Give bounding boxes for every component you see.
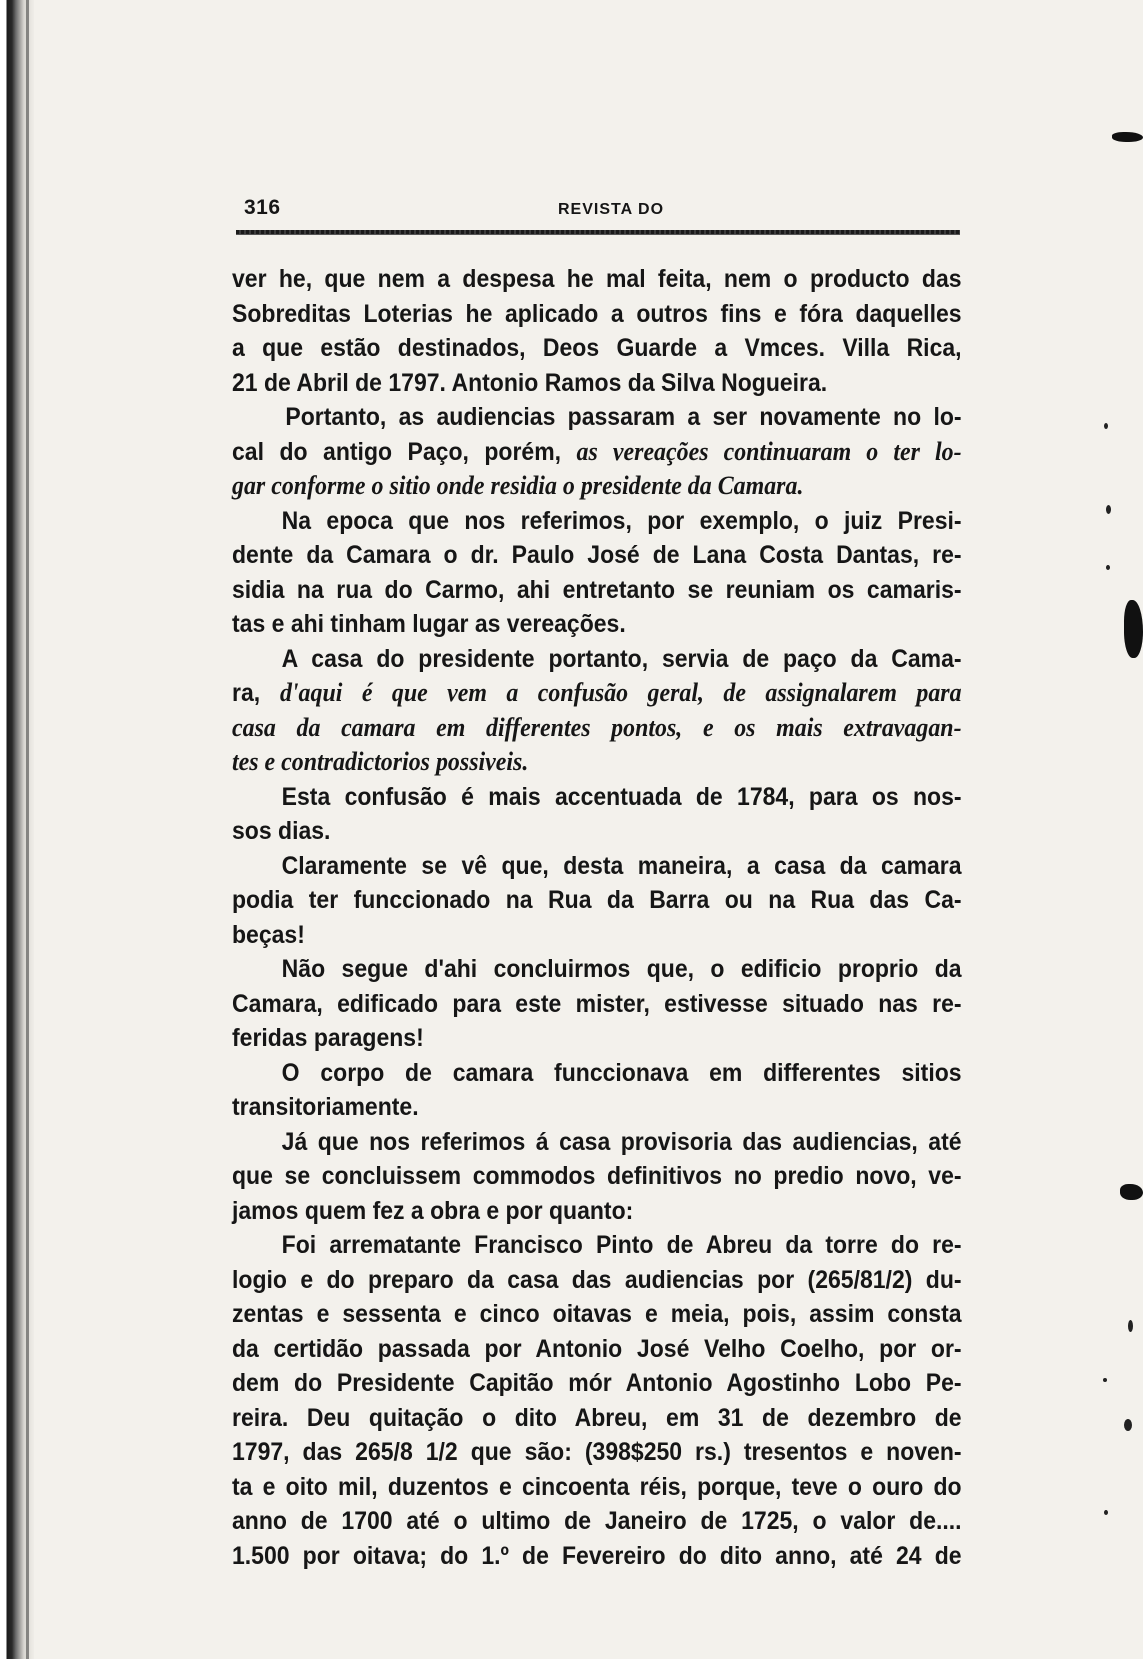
line-roman-text: Já que nos referimos á casa provisoria das audiencias, até: [281, 1127, 962, 1156]
page-number: 316: [244, 196, 281, 219]
text-line: [232, 1504, 962, 1539]
body-text: [232, 262, 962, 1573]
edge-ink-mark: [1120, 1184, 1143, 1200]
header-rule: [236, 230, 960, 235]
line-italic-text: gar conforme o sitio onde residia o presidente da Camara.: [232, 471, 804, 500]
page-binding-shadow: [0, 0, 34, 1659]
text-line: [232, 400, 962, 435]
line-roman-text: O corpo de camara funccionava em differentes sitios: [281, 1058, 962, 1087]
line-roman-text: sos dias.: [232, 817, 331, 845]
text-line: [232, 331, 962, 366]
line-roman-text: feridas paragens!: [232, 1024, 424, 1052]
line-roman-text: jamos quem fez a obra e por quanto:: [232, 1196, 634, 1225]
text-line: [232, 676, 962, 711]
edge-ink-mark: [1112, 132, 1143, 142]
line-roman-text: Claramente se vê que, desta maneira, a casa da camara: [281, 851, 962, 880]
text-line: [232, 435, 962, 470]
line-roman-text: beças!: [232, 920, 305, 949]
edge-speck: [1106, 505, 1111, 514]
line-roman-text: ra,: [232, 679, 280, 707]
line-italic-text: d'aqui é que vem a confusão geral, de assignalarem para: [279, 678, 962, 707]
line-roman-text: logio e do preparo da casa das audiencias por (265/81/2) du-: [232, 1265, 962, 1294]
text-line: [232, 262, 962, 297]
line-roman-text: Sobreditas Loterias he aplicado a outros fins e fóra daquelles: [232, 299, 962, 328]
line-roman-text: dem do Presidente Capitão mór Antonio Agostinho Lobo Pe-: [232, 1369, 962, 1397]
line-roman-text: transitoriamente.: [232, 1093, 419, 1121]
text-line: [232, 883, 962, 918]
line-roman-text: sidia na rua do Carmo, ahi entretanto se reuniam os camaris-: [232, 575, 962, 604]
line-roman-text: ta e oito mil, duzentos e cincoenta réis, porque, teve o ouro do: [232, 1472, 962, 1501]
line-roman-text: Esta confusão é mais accentuada de 1784, para os nos-: [281, 782, 962, 811]
line-roman-text: tas e ahi tinham lugar as vereações.: [232, 610, 626, 638]
line-roman-text: zentas e sessenta e cinco oitavas e meia, pois, assim consta: [232, 1300, 962, 1328]
text-line: [232, 1332, 962, 1367]
line-roman-text: Não segue d'ahi concluirmos que, o edificio proprio da: [281, 955, 962, 983]
line-roman-text: Foi arrematante Francisco Pinto de Abreu da torre do re-: [281, 1231, 962, 1259]
line-roman-text: Portanto, as audiencias passaram a ser novamente no lo-: [285, 403, 962, 431]
edge-speck: [1104, 423, 1108, 429]
line-roman-text: que se concluissem commodos definitivos no predio novo, ve-: [232, 1162, 962, 1190]
line-roman-text: 1.500 por oitava; do 1.º de Fevereiro do dito anno, até 24 de: [232, 1541, 962, 1570]
line-roman-text: anno de 1700 até o ultimo de Janeiro de 1725, o valor de....: [232, 1507, 962, 1535]
line-italic-text: tes e contradictorios possiveis.: [232, 747, 529, 776]
text-line: [232, 1366, 962, 1401]
text-line: [232, 1228, 962, 1263]
text-line: [232, 918, 962, 953]
line-roman-text: 1797, das 265/8 1/2 que são: (398$250 rs.) tresentos e noven-: [232, 1438, 962, 1466]
text-line: [232, 1159, 962, 1194]
text-line: [232, 1021, 962, 1056]
text-line: [232, 780, 962, 815]
edge-speck: [1103, 1378, 1107, 1382]
running-head: REVISTA DO: [558, 201, 665, 218]
line-roman-text: ver he, que nem a despesa he mal feita, nem o producto das: [232, 265, 962, 293]
edge-speck: [1104, 1510, 1108, 1515]
text-line: [232, 297, 962, 332]
text-line: [232, 1435, 962, 1470]
line-roman-text: 21 de Abril de 1797. Antonio Ramos da Silva Nogueira.: [232, 368, 828, 397]
line-italic-text: casa da camara em differentes pontos, e os mais extravagan-: [232, 712, 962, 742]
edge-ink-mark: [1124, 600, 1143, 658]
text-line: [232, 642, 962, 677]
line-roman-text: reira. Deu quitação o dito Abreu, em 31 de dezembro de: [232, 1403, 962, 1432]
text-line: [232, 1125, 962, 1160]
text-line: [232, 711, 962, 746]
text-line: [232, 987, 962, 1022]
text-line: [232, 849, 962, 884]
text-line: [232, 573, 962, 608]
line-roman-text: Na epoca que nos referimos, por exemplo, o juiz Presi-: [281, 506, 962, 535]
line-roman-text: a que estão destinados, Deos Guarde a Vmces. Villa Rica,: [232, 334, 962, 362]
text-line: [232, 1470, 962, 1505]
text-line: [232, 745, 962, 780]
page-header: [232, 196, 962, 226]
edge-speck: [1128, 1320, 1133, 1332]
text-line: [232, 366, 962, 401]
text-line: [232, 1090, 962, 1125]
text-line: [232, 1194, 962, 1229]
text-line: [232, 504, 962, 539]
line-roman-text: Camara, edificado para este mister, estivesse situado nas re-: [232, 989, 962, 1018]
text-line: [232, 607, 962, 642]
text-line: [232, 469, 962, 504]
text-line: [232, 952, 962, 987]
line-roman-text: dente da Camara o dr. Paulo José de Lana Costa Dantas, re-: [232, 541, 962, 569]
text-line: [232, 1401, 962, 1436]
line-italic-text: as vereações continuaram o ter lo-: [576, 436, 962, 466]
line-roman-text: cal do antigo Paço, porém,: [232, 437, 577, 466]
text-line: [232, 1539, 962, 1574]
text-line: [232, 538, 962, 573]
text-line: [232, 814, 962, 849]
text-line: [232, 1297, 962, 1332]
text-line: [232, 1263, 962, 1298]
text-line: [232, 1056, 962, 1091]
line-roman-text: podia ter funccionado na Rua da Barra ou na Rua das Ca-: [232, 886, 962, 914]
edge-speck: [1106, 565, 1110, 570]
line-roman-text: A casa do presidente portanto, servia de paço da Cama-: [281, 644, 962, 673]
line-roman-text: da certidão passada por Antonio José Velho Coelho, por or-: [232, 1334, 962, 1363]
edge-speck: [1124, 1419, 1132, 1431]
